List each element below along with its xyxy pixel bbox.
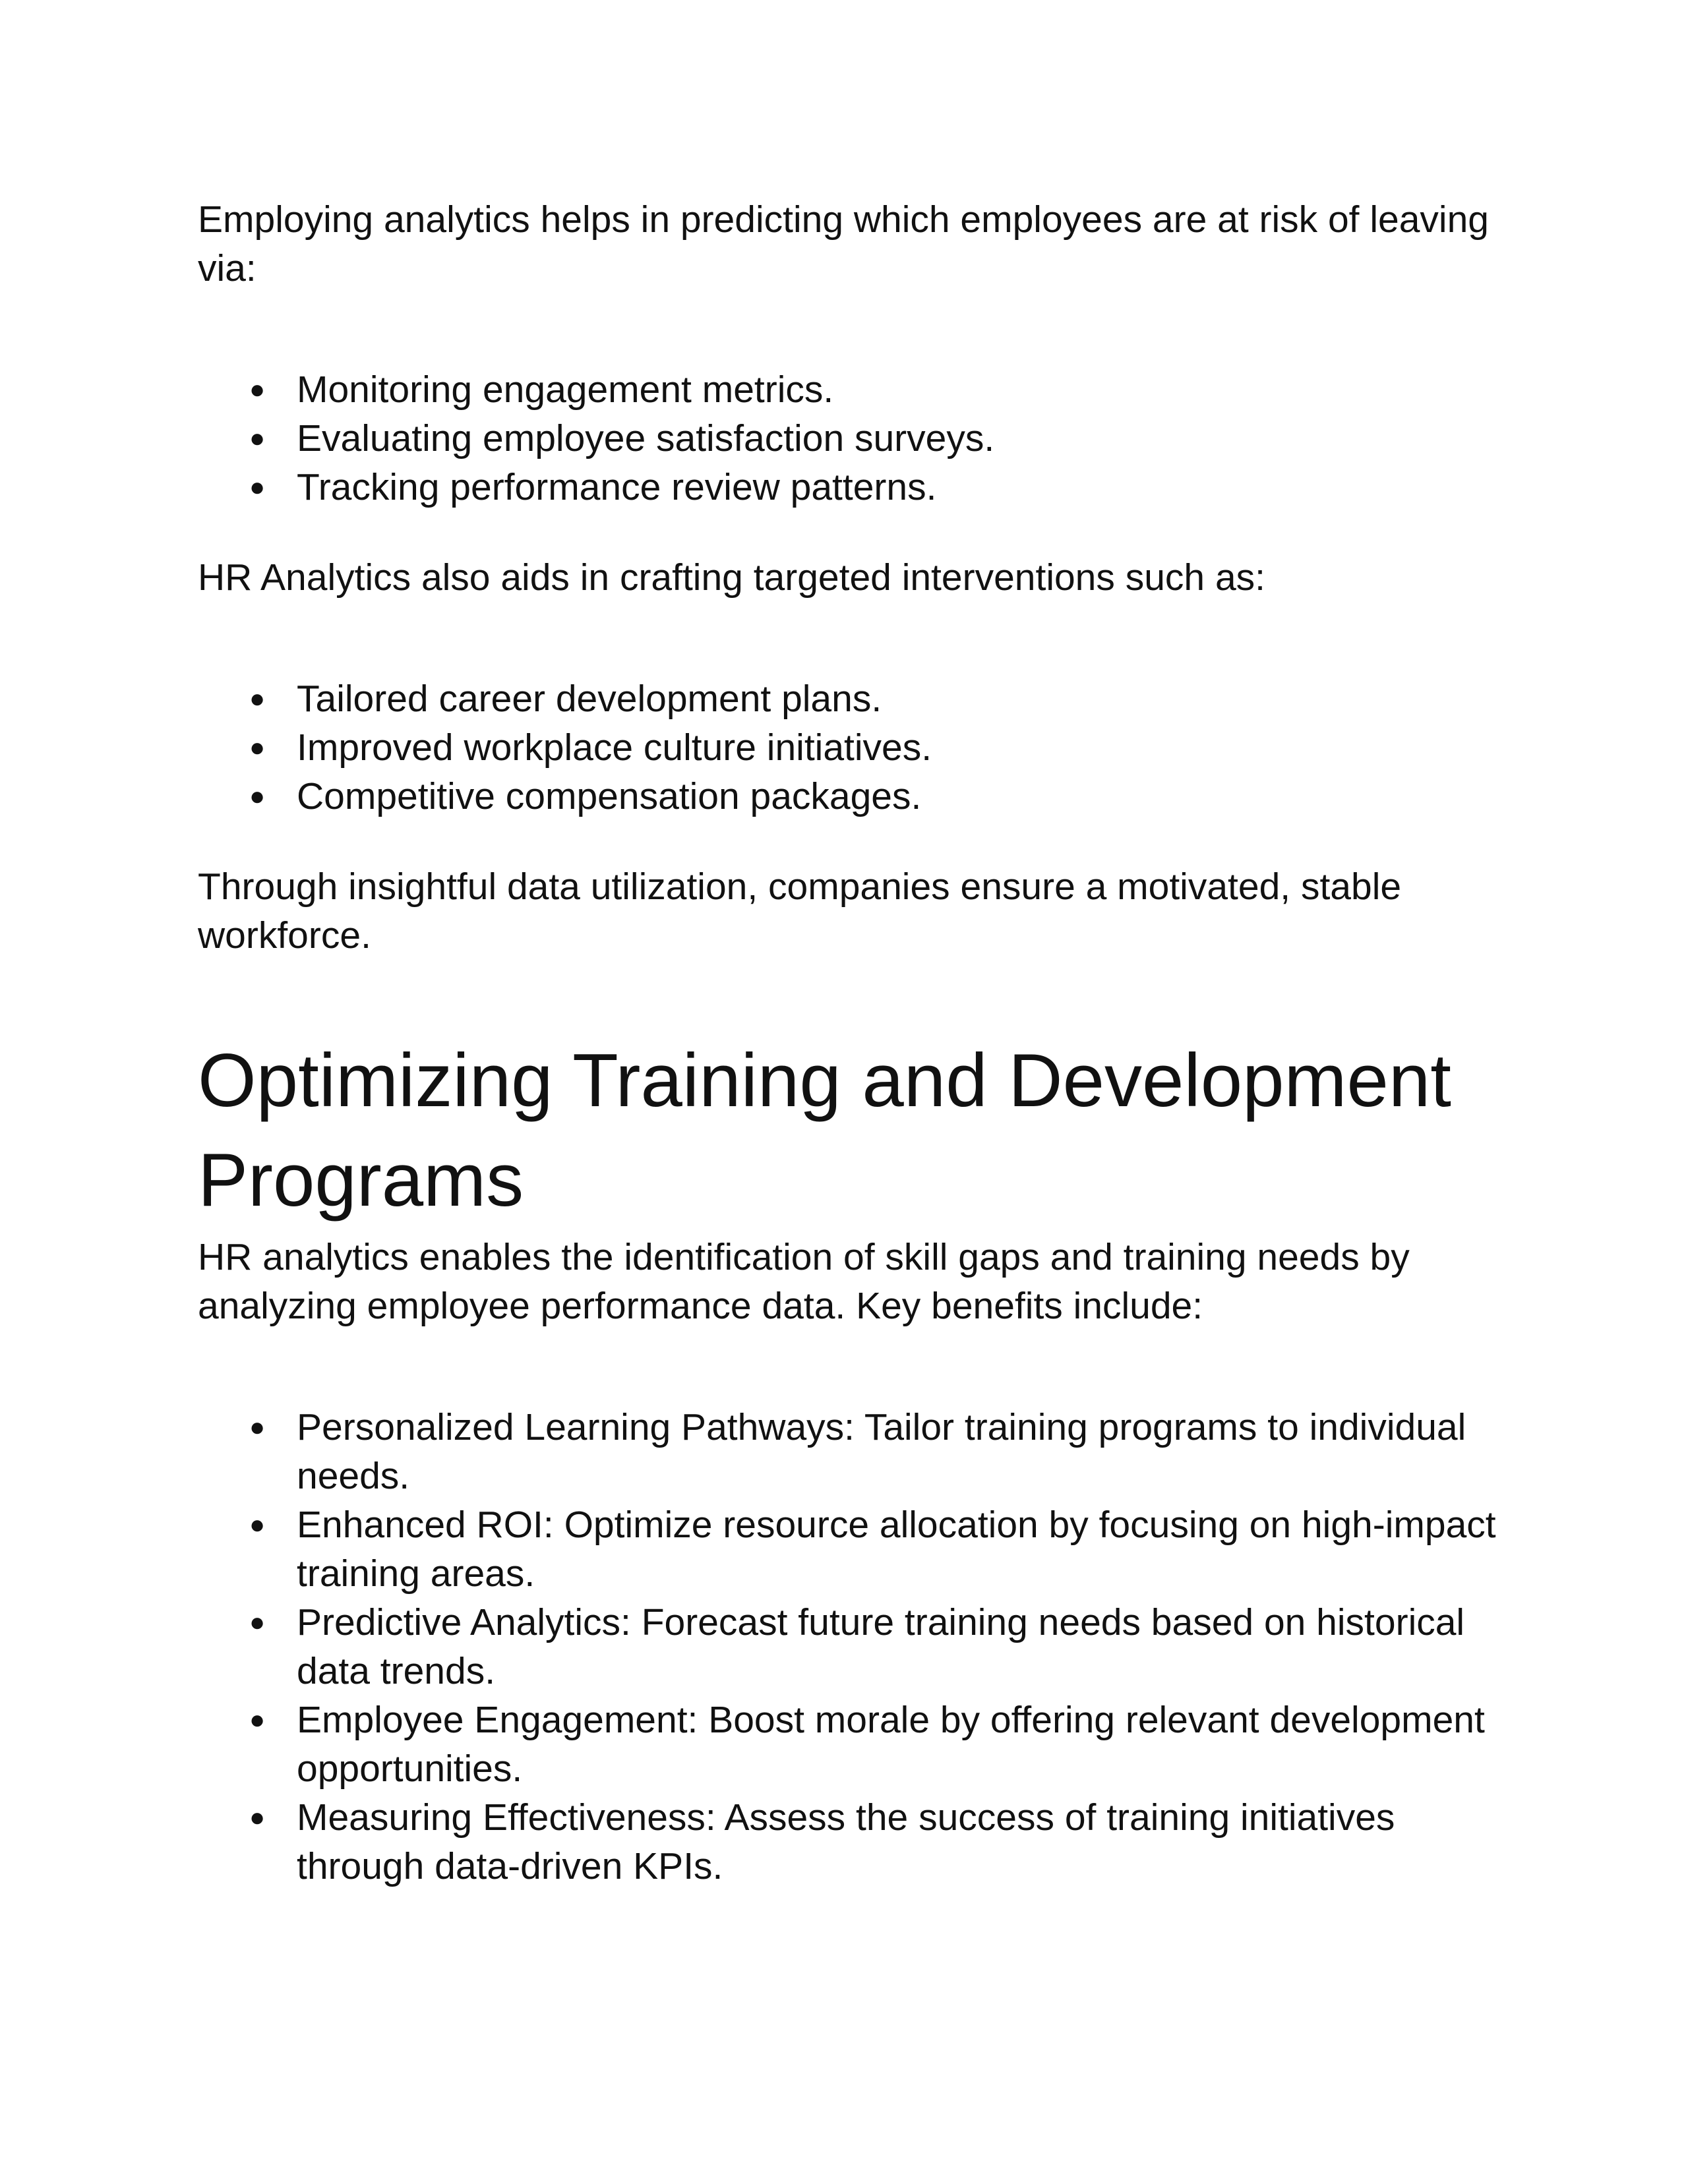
bullet-icon: ● — [249, 375, 266, 404]
bullet-icon: ● — [249, 782, 266, 811]
list-item: ● Enhanced ROI: Optimize resource allocation by focusing on high-impact training areas. — [198, 1500, 1503, 1598]
bullet-icon: ● — [249, 684, 266, 713]
bullet-icon: ● — [249, 1510, 266, 1539]
list-item: ● Monitoring engagement metrics. — [198, 365, 1503, 414]
bullet-icon: ● — [249, 1608, 266, 1637]
list-item: ● Employee Engagement: Boost morale by offering relevant development opportunities. — [198, 1696, 1503, 1793]
section-heading: Optimizing Training and Development Programs — [198, 1039, 1451, 1222]
paragraph-skill-gaps: HR analytics enables the identification of skill gaps and training needs by analyzing employee performance data. Key benefits include: — [198, 1236, 1410, 1327]
list-item: ● Improved workplace culture initiatives. — [198, 723, 1503, 772]
paragraph-interventions: HR Analytics also aids in crafting targeted interventions such as: — [198, 556, 1265, 599]
bullet-icon: ● — [249, 1413, 266, 1442]
interventions-list — [198, 674, 1503, 821]
bullet-icon: ● — [249, 424, 266, 453]
list-item: ● Predictive Analytics: Forecast future training needs based on historical data trends. — [198, 1598, 1503, 1696]
key-benefits-list — [198, 1403, 1503, 1891]
bullet-icon: ● — [249, 1705, 266, 1734]
list-item: ● Tailored career development plans. — [198, 674, 1503, 723]
bullet-icon: ● — [249, 733, 266, 762]
bullet-icon: ● — [249, 473, 266, 502]
paragraph-risk-prediction: Employing analytics helps in predicting which employees are at risk of leaving via: — [198, 198, 1489, 289]
engagement-methods-list — [198, 365, 1503, 512]
list-item: ● Tracking performance review patterns. — [198, 463, 1503, 512]
bullet-icon: ● — [249, 1803, 266, 1832]
list-item: ● Measuring Effectiveness: Assess the success of training initiatives through data-driven KPIs. — [198, 1793, 1503, 1891]
document-body — [198, 195, 1503, 1891]
list-item: ● Evaluating employee satisfaction surveys. — [198, 414, 1503, 463]
list-item: ● Personalized Learning Pathways: Tailor training programs to individual needs. — [198, 1403, 1503, 1500]
paragraph-workforce: Through insightful data utilization, companies ensure a motivated, stable workforce. — [198, 866, 1402, 957]
list-item: ● Competitive compensation packages. — [198, 772, 1503, 821]
